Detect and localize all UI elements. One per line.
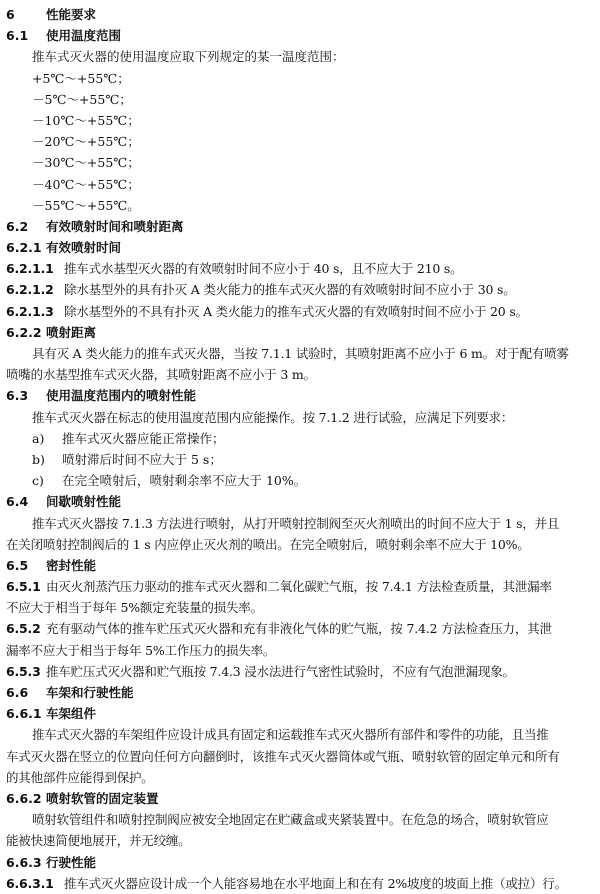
temperature-range: －5℃～+55℃； xyxy=(32,91,132,107)
section-number: 6.4 xyxy=(6,494,29,510)
section-number: 6.2.2 xyxy=(6,324,42,340)
section-title: 喷射距离 xyxy=(46,324,97,340)
list-text: 喷射滞后时间不应大于 5 s； xyxy=(62,451,222,467)
paragraph: 车式灭火器在竖立的位置向任何方向翻倒时，该推车式灭火器筒体或气瓶、喷射软管的固定单元和所有 xyxy=(6,748,560,764)
section-title: 车架和行驶性能 xyxy=(46,685,134,700)
list-item xyxy=(6,428,590,449)
paragraph: 推车式灭火器按 7.1.3 方法进行喷射，从打开喷射控制阀至灭火剂喷出的时间不应大于 1 s，并且 xyxy=(32,515,560,531)
clause-6-5-3 xyxy=(6,661,590,682)
clause-6-2-1-2 xyxy=(6,279,590,300)
temperature-range: －10℃～+55℃； xyxy=(32,112,140,128)
temperature-range: －55℃～+55℃。 xyxy=(32,197,140,213)
section-6-2-2-heading xyxy=(6,322,590,343)
clause-6-6-3-1 xyxy=(6,873,590,894)
section-number: 6.6.1 xyxy=(6,706,42,722)
paragraph: 具有灭 A 类火能力的推车式灭火器，当按 7.1.1 试验时，其喷射距离不应小于 6 m。对于配有喷雾 xyxy=(32,346,569,361)
section-title: 有效喷射时间和喷射距离 xyxy=(46,218,184,234)
clause-number: 6.2.1.1 xyxy=(6,261,54,277)
paragraph: 推车式灭火器在标志的使用温度范围内应能操作。按 7.1.2 进行试验，应满足下列要求： xyxy=(32,409,514,425)
section-title: 使用温度范围 xyxy=(46,28,122,44)
clause-text: 充有驱动气体的推车贮压式灭火器和充有非液化气体的贮气瓶，按 7.4.2 方法检查压力，其泄 xyxy=(46,621,552,637)
section-6-6-1-heading xyxy=(6,703,590,724)
section-6-2-1-heading xyxy=(6,237,590,258)
clause-text: 推车贮压式灭火器和贮气瓶按 7.4.3 浸水法进行气密性试验时，不应有气泡泄漏现象。 xyxy=(46,663,515,679)
section-title: 车架组件 xyxy=(46,706,97,722)
paragraph: 喷射软管组件和喷射控制阀应被安全地固定在贮藏盒或夹紧装置中。在危急的场合，喷射软管应 xyxy=(32,812,549,828)
paragraph: 能被快速简便地展开，并无绞缠。 xyxy=(6,833,191,849)
clause-number: 6.5.1 xyxy=(6,579,41,595)
temperature-range: －30℃～+55℃； xyxy=(32,155,140,171)
section-number: 6 xyxy=(6,7,15,22)
section-6-6-2-heading xyxy=(6,788,590,809)
temperature-range: －40℃～+55℃； xyxy=(32,176,140,192)
clause-text: 除水基型外的具有扑灭 A 类火能力的推车式灭火器的有效喷射时间不应小于 30 s。 xyxy=(64,282,516,298)
paragraph: 推车式灭火器的使用温度应取下列规定的某一温度范围： xyxy=(32,49,345,65)
list-item xyxy=(6,470,590,491)
clause-text: 推车式灭火器应设计成一个人能容易地在水平地面上和在有 2%坡度的坡面上推（或拉）行。 xyxy=(64,875,567,891)
clause-number: 6.5.3 xyxy=(6,663,41,679)
section-number: 6.2.1 xyxy=(6,240,42,256)
section-6-1-heading xyxy=(6,25,590,46)
section-6-6-3-heading xyxy=(6,852,590,873)
section-6-2-heading xyxy=(6,216,590,237)
section-title: 使用温度范围内的喷射性能 xyxy=(46,388,197,404)
clause-number: 6.2.1.2 xyxy=(6,282,54,298)
section-number: 6.5 xyxy=(6,557,29,573)
section-number: 6.3 xyxy=(6,388,29,404)
section-6-5-heading xyxy=(6,555,590,576)
clause-6-2-1-3 xyxy=(6,301,590,322)
clause-text: 推车式水基型灭火器的有效喷射时间不应小于 40 s，且不应大于 210 s。 xyxy=(64,261,463,277)
section-number: 6.2 xyxy=(6,218,29,234)
section-title: 性能要求 xyxy=(46,7,97,22)
paragraph: 喷嘴的水基型推车式灭火器，其喷射距离不应小于 3 m。 xyxy=(6,367,316,383)
section-6-3-heading xyxy=(6,385,590,406)
section-title: 间歇喷射性能 xyxy=(46,494,122,510)
temperature-range: +5℃～+55℃； xyxy=(32,70,130,86)
section-title: 密封性能 xyxy=(46,557,97,573)
clause-6-5-1 xyxy=(6,576,590,597)
clause-text: 除水基型外的不具有扑灭 A 类火能力的推车式灭火器的有效喷射时间不应小于 20 s。 xyxy=(64,303,528,319)
list-marker: a) xyxy=(32,430,45,446)
clause-6-2-1-1 xyxy=(6,258,590,279)
section-number: 6.6.3 xyxy=(6,854,42,870)
list-marker: c) xyxy=(32,473,44,489)
section-title: 有效喷射时间 xyxy=(46,240,122,256)
paragraph: 漏率不应大于相当于每年 5%工作压力的损失率。 xyxy=(6,642,276,658)
section-6-heading xyxy=(6,4,590,25)
paragraph: 在关闭喷射控制阀后的 1 s 内应停止灭火剂的喷出。在完全喷射后，喷射剩余率不应大于 10%。 xyxy=(6,536,530,552)
paragraph: 的其他部件应能得到保护。 xyxy=(6,769,154,785)
clause-text: 由灭火剂蒸汽压力驱动的推车式灭火器和二氧化碳贮气瓶，按 7.4.1 方法检查质量，其泄漏率 xyxy=(46,579,552,595)
list-text: 推车式灭火器应能正常操作； xyxy=(62,430,225,446)
section-number: 6.1 xyxy=(6,28,29,44)
list-marker: b) xyxy=(32,451,45,467)
clause-number: 6.5.2 xyxy=(6,621,41,637)
temperature-range: －20℃～+55℃； xyxy=(32,134,140,150)
section-6-4-heading xyxy=(6,491,590,512)
clause-6-5-2 xyxy=(6,618,590,639)
clause-number: 6.6.3.1 xyxy=(6,875,54,891)
paragraph: 不应大于相当于每年 5%额定充装量的损失率。 xyxy=(6,600,263,616)
section-number: 6.6 xyxy=(6,685,29,700)
section-title: 行驶性能 xyxy=(46,854,97,870)
list-item xyxy=(6,449,590,470)
clause-number: 6.2.1.3 xyxy=(6,303,54,319)
list-text: 在完全喷射后，喷射剩余率不应大于 10%。 xyxy=(62,473,307,489)
section-title: 喷射软管的固定装置 xyxy=(46,790,159,806)
section-number: 6.6.2 xyxy=(6,790,42,806)
paragraph: 推车式灭火器的车架组件应设计成具有固定和运载推车式灭火器所有部件和零件的功能，且当推 xyxy=(32,727,549,743)
section-6-6-heading xyxy=(6,682,590,703)
